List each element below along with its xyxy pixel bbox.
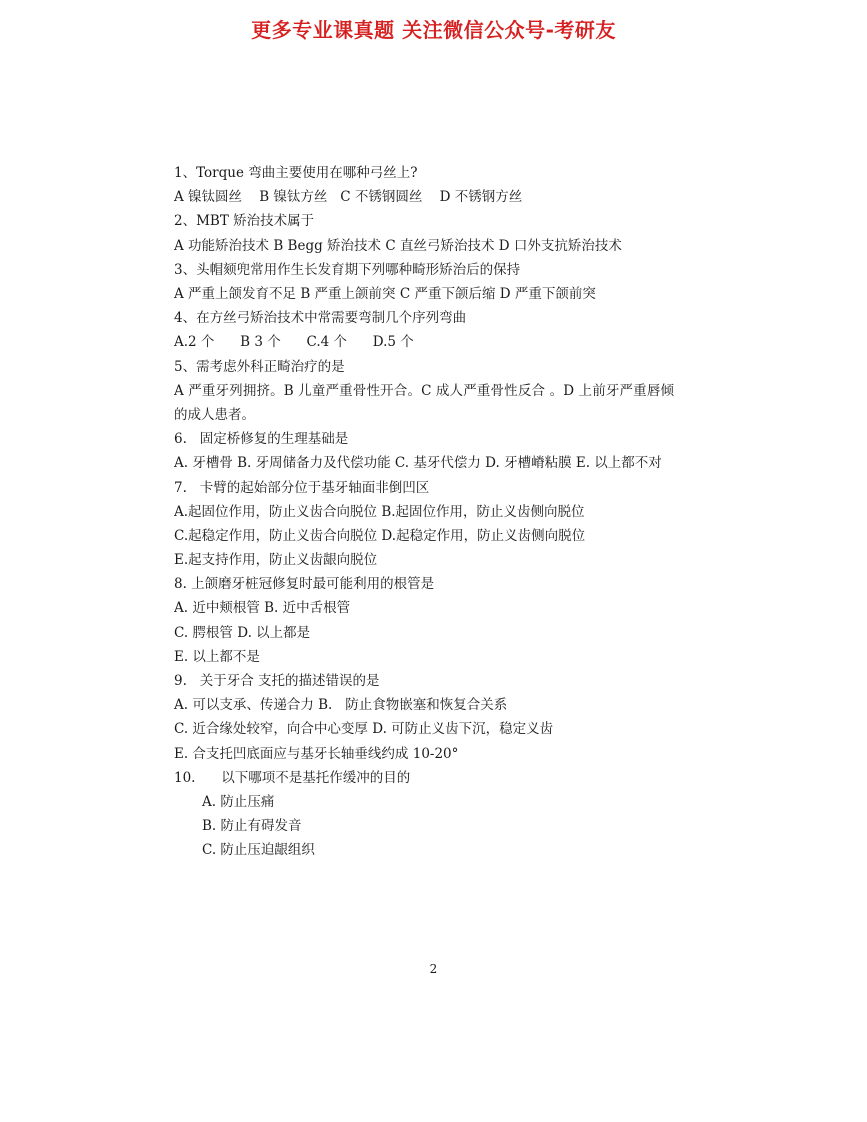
header-banner: 更多专业课真题 关注微信公众号-考研友 <box>251 18 616 42</box>
question-1: 1、Torque 弯曲主要使用在哪种弓丝上? <box>174 165 418 181</box>
question-10: 10. 以下哪项不是基托作缓冲的目的 <box>174 769 411 786</box>
question-8-option-ab: A. 近中颊根管 B. 近中舌根管 <box>174 600 351 617</box>
question-2-options: A 功能矫治技术 B Begg 矫治技术 C 直丝弓矫治技术 D 口外支抗矫治技术 <box>174 237 622 254</box>
question-5: 5、需考虑外科正畸治疗的是 <box>174 358 345 375</box>
question-7-option-cd: C.起稳定作用，防止义齿合向脱位 D.起稳定作用，防止义齿侧向脱位 <box>174 527 586 544</box>
question-10-option-c: C. 防止压迫龈组织 <box>202 842 315 859</box>
question-4-options: A.2 个 B 3 个 C.4 个 D.5 个 <box>174 334 414 351</box>
question-10-option-a: A. 防止压痛 <box>202 793 275 810</box>
question-9-option-cd: C. 近合缘处较窄，向合中心变厚 D. 可防止义齿下沉，稳定义齿 <box>174 721 554 738</box>
question-3-options: A 严重上颌发育不足 B 严重上颌前突 C 严重下颌后缩 D 严重下颌前突 <box>174 285 596 302</box>
question-list <box>174 161 674 863</box>
question-1-options: A 镍钛圆丝 B 镍钛方丝 C 不锈钢圆丝 D 不锈钢方丝 <box>174 189 523 206</box>
question-9-option-ab: A. 可以支承、传递合力 B. 防止食物嵌塞和恢复合关系 <box>174 697 508 714</box>
page-number: 2 <box>429 962 438 976</box>
question-8-option-e: E. 以上都不是 <box>174 648 260 665</box>
question-4: 4、在方丝弓矫治技术中常需要弯制几个序列弯曲 <box>174 310 467 327</box>
question-10-option-b: B. 防止有碍发音 <box>202 818 302 835</box>
question-3: 3、头帽颏兜常用作生长发育期下列哪种畸形矫治后的保持 <box>174 261 521 278</box>
question-5-options: A 严重牙列拥挤。B 儿童严重骨性开合。C 成人严重骨性反合 。D 上前牙严重唇倾的成人患者。 <box>174 382 674 423</box>
question-7-option-ab: A.起固位作用，防止义齿合向脱位 B.起固位作用，防止义齿侧向脱位 <box>174 503 585 520</box>
question-6: 6. 固定桥修复的生理基础是 <box>174 431 349 448</box>
question-9: 9. 关于牙合 支托的描述错误的是 <box>174 673 380 690</box>
question-9-option-e: E. 合支托凹底面应与基牙长轴垂线约成 10-20° <box>174 745 459 762</box>
question-7-option-e: E.起支持作用，防止义齿龈向脱位 <box>174 552 378 569</box>
question-8: 8. 上颌磨牙桩冠修复时最可能利用的根管是 <box>174 576 435 593</box>
question-2: 2、MBT 矫治技术属于 <box>174 213 315 230</box>
question-6-options: A. 牙槽骨 B. 牙周储备力及代偿功能 C. 基牙代偿力 D. 牙槽嵴粘膜 E. 以上都不对 <box>174 455 662 472</box>
question-8-option-cd: C. 腭根管 D. 以上都是 <box>174 624 311 641</box>
question-7: 7. 卡臂的起始部分位于基牙轴面非倒凹区 <box>174 479 430 496</box>
